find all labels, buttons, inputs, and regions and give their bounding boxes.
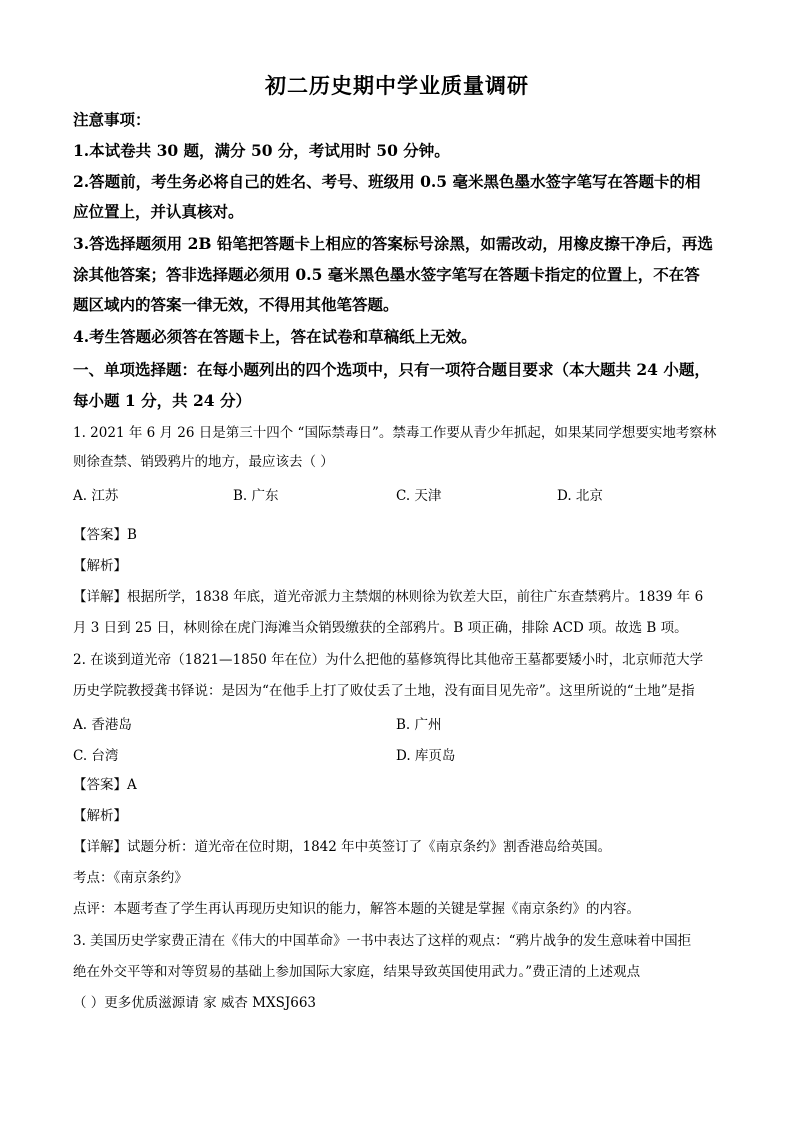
- q1-option-d: D. 北京: [557, 488, 603, 504]
- q1-option-c: C. 天津: [396, 488, 442, 504]
- q1-option-a: A. 江苏: [73, 488, 119, 504]
- q2-analysis: 【解析】: [73, 808, 127, 824]
- section-heading-cont: 每小题 1 分，共 24 分）: [73, 391, 251, 410]
- q2-stem: 2. 在谈到道光帝（1821—1850 年在位）为什么把他的墓修筑得比其他帝王墓都要矮小时，北京师范大学: [73, 652, 704, 668]
- q2-option-b: B. 广州: [396, 717, 442, 733]
- notice-item: 涂其他答案；答非选择题必须用 0.5 毫米黑色墨水签字笔写在答题卡指定的位置上，不在答: [73, 265, 700, 284]
- q1-detail-cont: 月 3 日到 25 日，林则徐在虎门海滩当众销毁缴获的全部鸦片。B 项正确，排除 ACD 项。故选 B 项。: [73, 620, 688, 636]
- q3-stem: 3. 美国历史学家费正清在《伟大的中国革命》一书中表达了这样的观点：“鸦片战争的发生意味着中国拒: [73, 933, 692, 949]
- notice-item: 1.本试卷共 30 题，满分 50 分，考试用时 50 分钟。: [73, 141, 450, 160]
- q1-answer: 【答案】B: [73, 527, 137, 543]
- q2-detail: 【详解】试题分析：道光帝在位时期，1842 年中英签订了《南京条约》割香港岛给英国。: [73, 839, 612, 855]
- q2-point: 考点：《南京条约》: [73, 870, 188, 886]
- notice-item: 4.考生答题必须答在答题卡上，答在试卷和草稿纸上无效。: [73, 327, 477, 346]
- q1-detail: 【详解】根据所学，1838 年底，道光帝派力主禁烟的林则徐为钦差大臣，前往广东查禁鸦片。1839 年 6: [73, 589, 704, 605]
- q2-option-c: C. 台湾: [73, 748, 119, 764]
- q1-analysis: 【解析】: [73, 558, 127, 574]
- q1-stem-cont: 则徐查禁、销毁鸦片的地方，最应该去（ ）: [73, 454, 334, 470]
- notice-item: 2.答题前，考生务必将自己的姓名、考号、班级用 0.5 毫米黑色墨水签字笔写在答题卡的相: [73, 172, 701, 191]
- notice-item: 3.答选择题须用 2B 铅笔把答题卡上相应的答案标号涂黑，如需改动，用橡皮擦干净后，再选: [73, 234, 713, 253]
- q2-option-a: A. 香港岛: [73, 717, 132, 733]
- notice-heading: 注意事项：: [73, 110, 151, 129]
- q2-stem-cont: 历史学院教授龚书铎说：是因为“在他手上打了败仗丢了土地，没有面目见先帝”。这里所说的“土地”是指: [73, 683, 695, 699]
- q1-stem: 1. 2021 年 6 月 26 日是第三十四个 “国际禁毒日”。禁毒工作要从青少年抓起，如果某同学想要实地考察林: [73, 425, 717, 441]
- page-title: 初二历史期中学业质量调研: [265, 73, 529, 98]
- q2-option-d: D. 库页岛: [396, 748, 456, 764]
- section-heading: 一、单项选择题：在每小题列出的四个选项中，只有一项符合题目要求（本大题共 24 小题，: [73, 360, 710, 379]
- q1-option-b: B. 广东: [233, 488, 279, 504]
- q3-stem-cont: 绝在外交平等和对等贸易的基础上参加国际大家庭，结果导致英国使用武力。”费正清的上述观点: [73, 964, 641, 980]
- q2-comment: 点评：本题考查了学生再认再现历史知识的能力，解答本题的关键是掌握《南京条约》的内容。: [73, 901, 640, 917]
- q3-stem-end: （ ）更多优质滋源请 家 威杏 MXSJ663: [73, 995, 317, 1011]
- notice-item: 应位置上，并认真核对。: [73, 202, 244, 221]
- q2-answer: 【答案】A: [73, 777, 137, 793]
- notice-item: 题区域内的答案一律无效，不得用其他笔答题。: [73, 295, 399, 314]
